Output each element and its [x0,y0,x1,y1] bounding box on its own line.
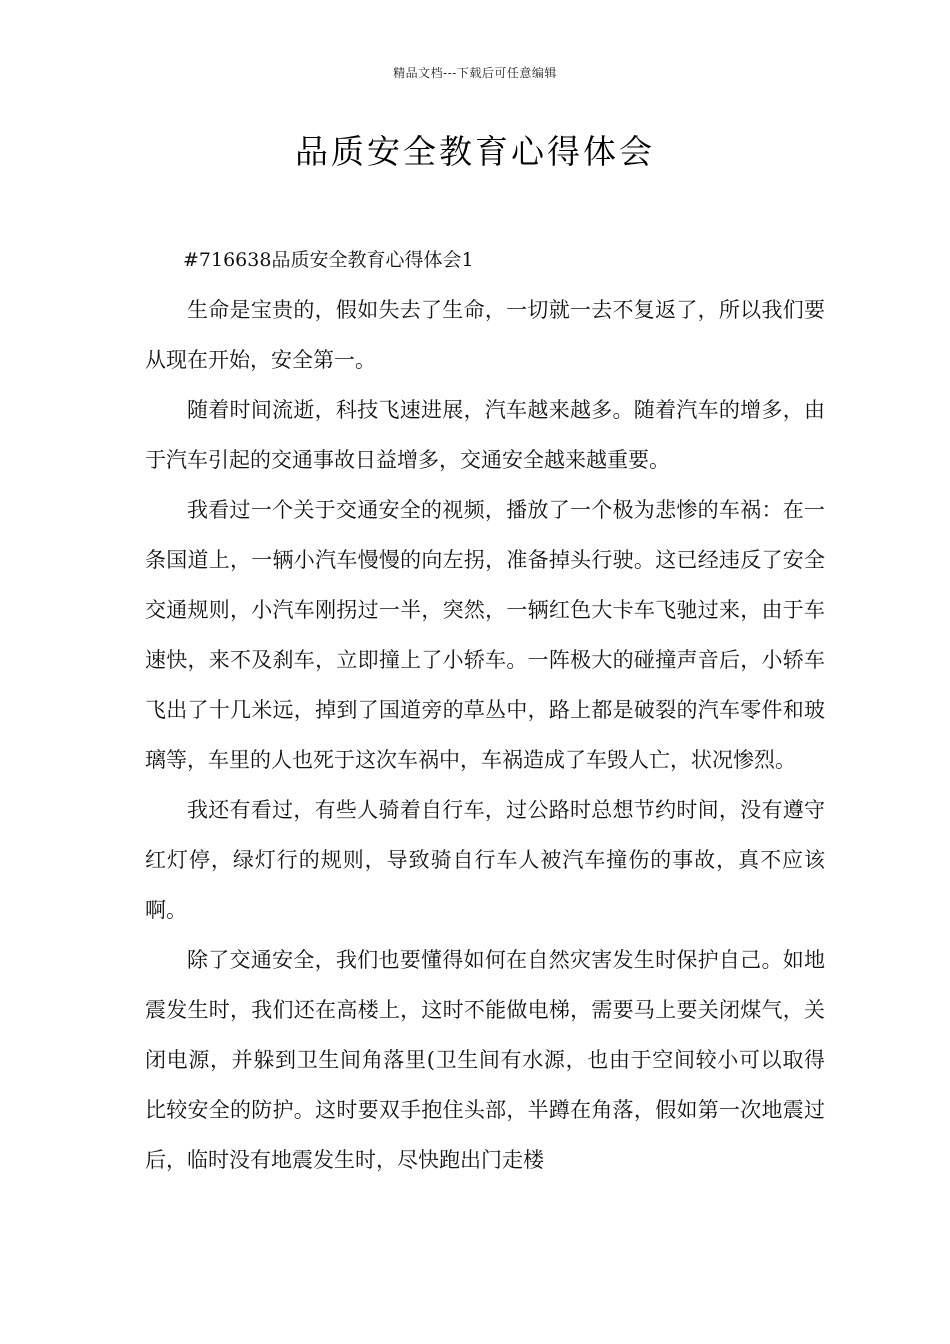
document-title: 品质安全教育心得体会 [295,132,655,171]
paragraph-4: 我还有看过，有些人骑着自行车，过公路时总想节约时间，没有遵守红灯停，绿灯行的规则，导致骑自行车人被汽车撞伤的事故，真不应该啊。 [145,798,825,922]
header-note: 精品文档---下载后可任意编辑 [393,66,557,80]
paragraph-3: 我看过一个关于交通安全的视频，播放了一个极为悲惨的车祸：在一条国道上，一辆小汽车慢慢的向左拐，准备掉头行驶。这已经违反了安全交通规则，小汽车刚拐过一半，突然，一辆红色大卡车飞驰过来，由于车速快，来不及刹车，立即撞上了小轿车。一阵极大的碰撞声音后，小轿车飞出了十几米远，掉到了国道旁的草丛中，路上都是破裂的汽车零件和玻璃等，车里的人也死于这次车祸中，车祸造成了车毁人亡，状况惨烈。 [145,498,825,772]
paragraph-5: 除了交通安全，我们也要懂得如何在自然灾害发生时保护自己。如地震发生时，我们还在高楼上，这时不能做电梯，需要马上要关闭煤气，关闭电源，并躲到卫生间角落里(卫生间有水源，也由于空间较小可以取得比较安全的防护。这时要双手抱住头部，半蹲在角落，假如第一次地震过后，临时没有地震发生时，尽快跑出门走楼 [145,948,825,1172]
paragraph-2: 随着时间流逝，科技飞速进展，汽车越来越多。随着汽车的增多，由于汽车引起的交通事故日益增多，交通安全越来越重要。 [145,398,825,472]
document-subtitle: #716638品质安全教育心得体会1 [183,249,474,271]
document-body [145,235,825,1185]
paragraph-1: 生命是宝贵的，假如失去了生命，一切就一去不复返了，所以我们要从现在开始，安全第一。 [145,298,825,372]
